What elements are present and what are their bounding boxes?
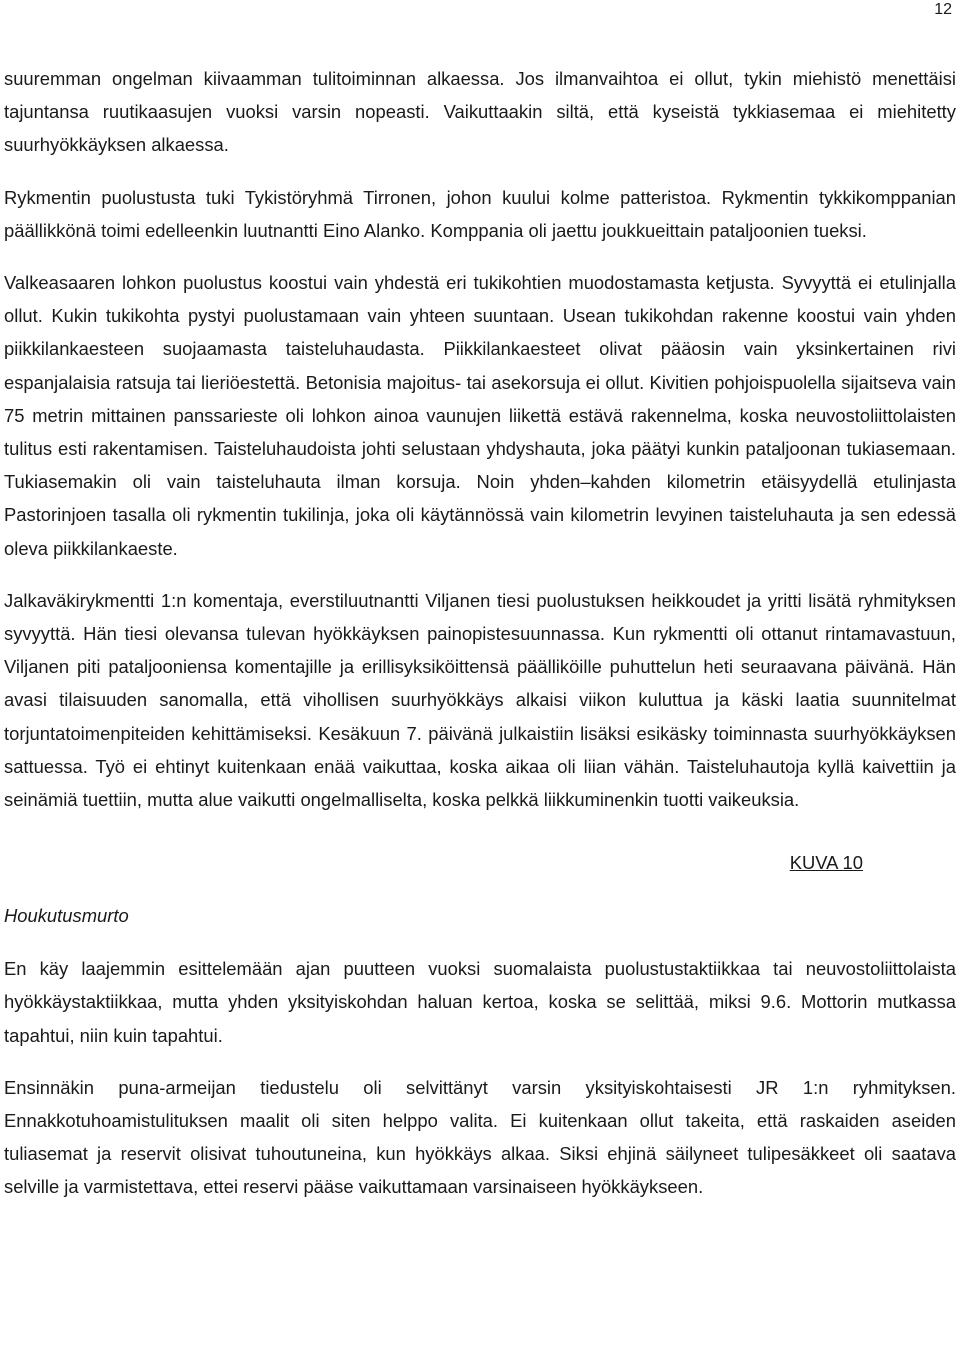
paragraph-gap xyxy=(4,565,956,584)
paragraph-gap xyxy=(4,932,956,952)
paragraph-6: Ensinnäkin puna-armeijan tiedustelu oli selvittänyt varsin yksityiskohtaisesti JR 1:n ryhmityksen. Ennakkotuhoamistulituksen maalit oli siten helppo valita. Ei kuitenkaan ollut takeita, että raskaiden aseiden tuliasemat ja reservit olisivat tuhoutuneina, kun hyökkäys alkaa. Siksi ehjinä säilyneet tulipesäkkeet oli saatava selville ja varmistettava, ettei reservi pääse vaikuttamaan varsinaiseen hyökkäykseen. xyxy=(4,1076,956,1198)
paragraph-1: suuremman ongelman kiivaamman tulitoiminnan alkaessa. Jos ilmanvaihtoa ei ollut, tykin miehistö menettäisi tajuntansa ruutikaasujen vuoksi varsin nopeasti. Vaikuttaakin siltä, että kyseistä tykkiasemaa ei miehitetty suurhyökkäyksen alkaessa. xyxy=(4,68,956,156)
paragraph-4: Jalkaväkirykmentti 1:n komentaja, everstiluutnantti Viljanen tiesi puolustuksen heikkoudet ja yritti lisätä ryhmityksen syvyyttä. Hän tiesi olevansa tulevan hyökkäyksen painopistesuunnassa. Kun rykmentti oli ottanut rintamavastuun, Viljanen piti pataljooniensa komentajille ja erillisyksiköittensä päälliköille puhuttelun heti seuraavana päivänä. Hän avasi tilaisuuden sanomalla, että vihollisen suurhyökkäys alkaisi viikon kuluttua ja käski laatia suunnitelmat torjuntatoimenpiteiden kehittämiseksi. Kesäkuun 7. päivänä julkaistiin lisäksi esikäsky toiminnasta suurhyökkäyksen sattuessa. Työ ei ehtinyt kuitenkaan enää vaikuttaa, koska aikaa oli liian vähän. Taisteluhautoja kyllä kaivettiin ja seinämiä tuettiin, mutta alue vaikutti ongelmalliselta, koska pelkkä liikkuminenkin tuotti vaikeuksia. xyxy=(4,589,956,811)
section-heading: Houkutusmurto xyxy=(4,905,129,927)
paragraph-3: Valkeasaaren lohkon puolustus koostui vain yhdestä eri tukikohtien muodostamasta ketjusta. Syvyyttä ei etulinjalla ollut. Kukin tukikohta pystyi puolustamaan vain yhteen suuntaan. Usean tukikohdan rakenne koostui vain yhden piikkilankaesteen suojaamasta taisteluhaudasta. Piikkilankaesteet olivat pääosin vain yksinkertainen rivi espanjalaisia ratsuja tai lieriöestettä. Betonisia majoitus- tai asekorsuja ei ollut. Kivitien pohjoispuolella sijaitseva vain 75 metrin mittainen panssarieste oli lohkon ainoa vaunujen liikettä estävä rakennelma, koska neuvostoliittolaisten tulitus esti rakentamisen. Taisteluhaudoista johti selustaan yhdyshauta, joka päätyi kunkin pataljoonan tukiasemaan. Tukiasemakin oli vain taisteluhauta ilman korsuja. Noin yhden–kahden kilometrin etäisyydellä etulinjasta Pastorinjoen tasalla oli rykmentin tukilinja, joka oli käytännössä vain kilometrin levyinen taisteluhauta ja sen edessä oleva piikkilankaeste. xyxy=(4,272,956,559)
paragraph-gap xyxy=(4,162,956,181)
document-body xyxy=(4,62,956,1204)
paragraph-5: En käy laajemmin esittelemään ajan puutteen vuoksi suomalaista puolustustaktiikkaa tai neuvostoliittolaista hyökkäystaktiikkaa, mutta yhden yksityiskohdan haluan kertoa, koska se selittää, miksi 9.6. Mottorin mutkassa tapahtui, niin kuin tapahtui. xyxy=(4,958,956,1046)
paragraph-gap xyxy=(4,247,956,266)
paragraph-gap xyxy=(4,879,956,899)
paragraph-gap xyxy=(4,1052,956,1071)
page-number: 12 xyxy=(934,1,952,18)
paragraph-2: Rykmentin puolustusta tuki Tykistöryhmä Tirronen, johon kuului kolme patteristoa. Rykmentin tykkikomppanian päällikkönä toimi edelleenkin luutnantti Eino Alanko. Komppania oli jaettu joukkueittain pataljoonien tueksi. xyxy=(4,186,956,241)
paragraph-gap xyxy=(4,816,956,846)
figure-reference: KUVA 10 xyxy=(789,852,863,874)
